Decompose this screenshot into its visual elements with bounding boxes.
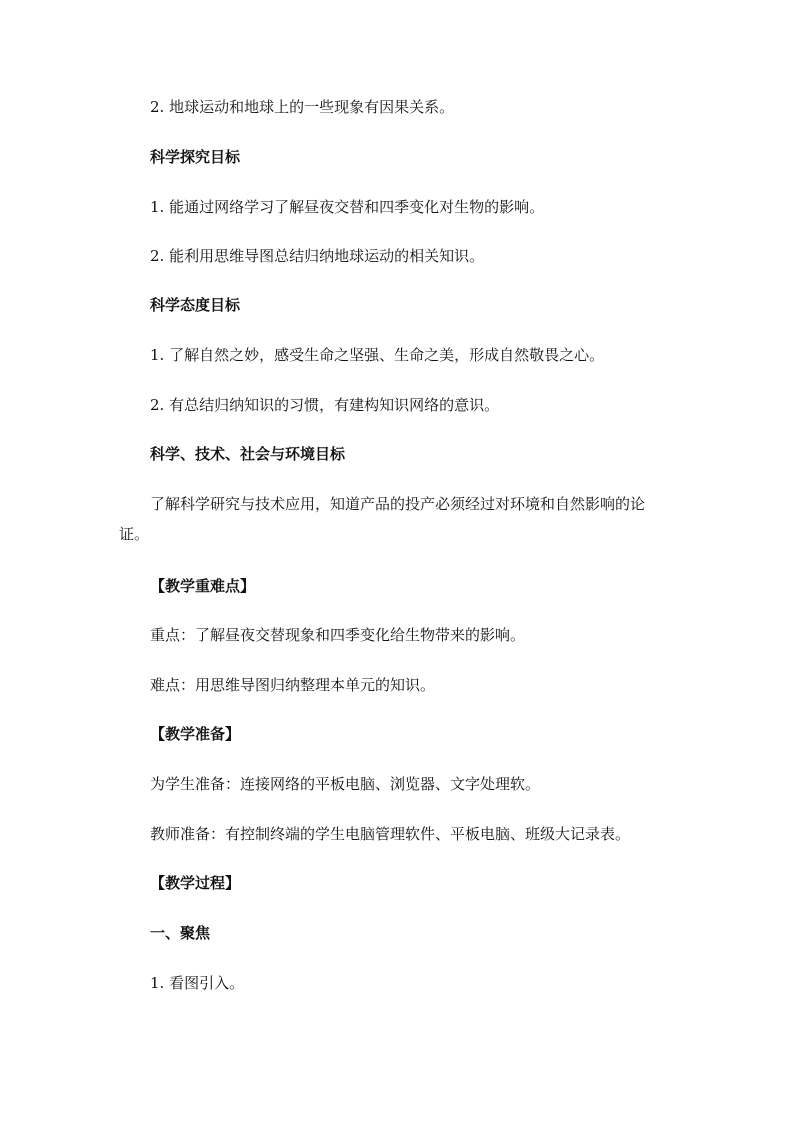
student-preparation-line: 为学生准备：连接网络的平板电脑、浏览器、文字处理软。 [150,775,541,793]
focus-step-1: 1. 看图引入。 [150,974,245,992]
section-focus-heading: 一、聚焦 [150,924,211,942]
goal-line-inquiry-2: 2. 能利用思维导图总结归纳地球运动的相关知识。 [150,247,485,265]
heading-science-inquiry-goals: 科学探究目标 [150,148,241,166]
heading-teaching-key-points: 【教学重难点】 [150,577,256,595]
heading-teaching-preparation: 【教学准备】 [150,725,241,743]
goal-line-attitude-1: 1. 了解自然之妙，感受生命之坚强、生命之美，形成自然敬畏之心。 [150,346,605,364]
key-point-line: 重点：了解昼夜交替现象和四季变化给生物带来的影响。 [150,626,526,644]
difficult-point-line: 难点：用思维导图归纳整理本单元的知识。 [150,676,436,694]
goal-line-knowledge-2: 2. 地球运动和地球上的一些现象有因果关系。 [150,98,455,116]
heading-stse-goals: 科学、技术、社会与环境目标 [150,445,346,463]
stse-goal-paragraph: 了解科学研究与技术应用，知道产品的投产必须经过对环境和自然影响的论证。 [119,495,646,543]
heading-science-attitude-goals: 科学态度目标 [150,296,241,314]
goal-line-attitude-2: 2. 有总结归纳知识的习惯，有建构知识网络的意识。 [150,396,500,414]
heading-teaching-process: 【教学过程】 [150,874,241,892]
teacher-preparation-line: 教师准备：有控制终端的学生电脑管理软件、平板电脑、班级大记录表。 [150,825,631,843]
goal-line-inquiry-1: 1. 能通过网络学习了解昼夜交替和四季变化对生物的影响。 [150,198,545,216]
